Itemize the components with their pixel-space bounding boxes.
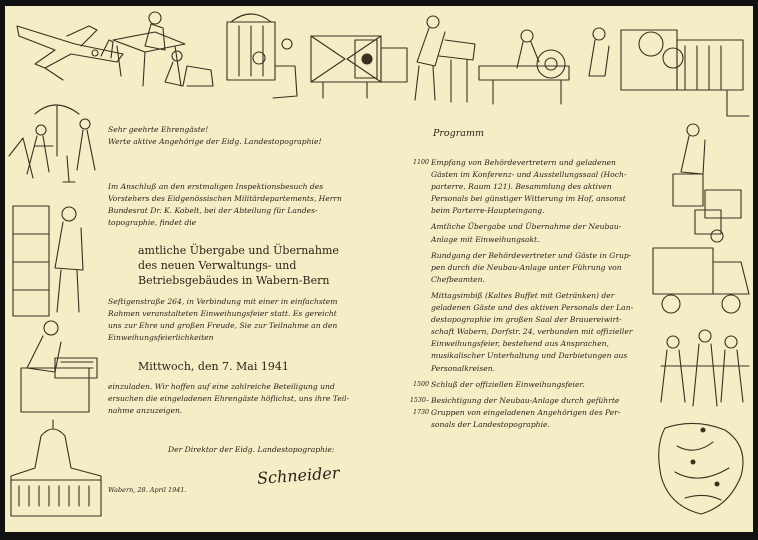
surveyor-table-illustration bbox=[113, 12, 213, 86]
field-surveyors-illustration bbox=[9, 105, 95, 182]
large-press-illustration bbox=[621, 30, 749, 116]
text-line: uns zur Ehre und großen Freude, Sie zur Teilnahme an den bbox=[108, 321, 338, 331]
text-line: sonals der Landestopographie. bbox=[431, 419, 550, 429]
greeting-line-2: Werte aktive Angehörige der Eidg. Landestopographie! bbox=[108, 137, 322, 147]
program-list bbox=[409, 157, 661, 435]
program-heading: Programm bbox=[433, 128, 484, 139]
program-time: 1500 bbox=[412, 380, 429, 388]
map-illustration bbox=[659, 423, 743, 514]
text-line: Seftigenstraße 264, in Verbindung mit einer in einfachstem bbox=[108, 297, 338, 306]
text-line: Chefbeamten. bbox=[431, 274, 485, 284]
program-item bbox=[409, 395, 661, 431]
text-line: Mittagsimbiß (Kaltes Buffet mit Getränken) der bbox=[431, 290, 615, 300]
text-line: Im Anschluß an den erstmaligen Inspektionsbesuch des bbox=[108, 182, 324, 191]
title-line: amtliche Übergabe und Übernahme bbox=[138, 244, 339, 257]
filing-clerk-illustration bbox=[13, 206, 83, 316]
program-item bbox=[412, 379, 661, 391]
machine-illustration bbox=[227, 14, 297, 98]
text-line: musikalischer Unterhaltung und Darbietungen aus bbox=[431, 351, 628, 361]
director-closing: Der Direktor der Eidg. Landestopographie: bbox=[168, 445, 335, 454]
invitation-paragraph-2 bbox=[108, 296, 358, 344]
text-line: Einweihungsfeierlichkeiten bbox=[108, 333, 214, 343]
text-line: Besichtigung der Neubau-Anlage durch geführte bbox=[431, 395, 620, 405]
text-line: Bundesrat Dr. K. Kobelt, bei der Abteilung für Landes- bbox=[108, 206, 318, 216]
program-item bbox=[412, 157, 661, 217]
text-line: Rundgang der Behördevertreter und Gäste in Grup- bbox=[431, 250, 632, 260]
airplane-illustration bbox=[17, 26, 123, 80]
text-line: beim Parterre-Haupteingang. bbox=[431, 206, 545, 216]
text-line: pen durch die Neubau-Anlage unter Führung von bbox=[431, 262, 622, 272]
invitation-paragraph-1 bbox=[108, 181, 356, 229]
text-line: Vorstehers des Eidgenössischen Militärdepartements, Herrn bbox=[108, 194, 342, 204]
text-line: Amtliche Übergabe und Übernahme der Neubau- bbox=[431, 222, 622, 232]
text-line: Empfang von Behördevertretern und geladenen bbox=[431, 158, 616, 167]
text-line: Gästen im Konferenz- und Ausstellungssaal (Hoch- bbox=[431, 170, 627, 180]
draftsman-illustration bbox=[415, 16, 475, 102]
text-line: topographie, findet die bbox=[108, 218, 197, 228]
text-line: parterre, Raum 121). Besammlung des aktiven bbox=[431, 182, 612, 192]
program-time: 1100 bbox=[412, 159, 429, 166]
text-line: schaft Wabern, Dorfstr. 24, verbunden mit offizieller bbox=[431, 327, 633, 337]
title-line: des neuen Verwaltungs- und bbox=[138, 259, 297, 272]
text-line: nahme anzuzeigen. bbox=[108, 406, 183, 416]
text-line: destopographie im großen Saal der Brauereiwirt- bbox=[431, 315, 622, 325]
worker-boxes-illustration bbox=[673, 124, 741, 234]
place-date: Wabern, 28. April 1941. bbox=[108, 486, 187, 494]
printing-press-illustration bbox=[479, 28, 609, 104]
program-item bbox=[431, 290, 661, 375]
soldiers-illustration bbox=[661, 330, 749, 406]
invitation-page bbox=[5, 6, 753, 532]
camera-illustration bbox=[311, 36, 407, 98]
text-line: Schluß der offiziellen Einweihungsfeier. bbox=[431, 379, 585, 389]
text-line: Einweihungsfeier, bestehend aus Ansprachen, bbox=[431, 339, 609, 349]
title-line: Betriebsgebäudes in Wabern-Bern bbox=[138, 274, 330, 287]
text-line: Personalkreisen. bbox=[431, 363, 496, 373]
program-item bbox=[431, 250, 661, 286]
invitation-paragraph-3 bbox=[108, 381, 358, 417]
text-line: Gruppen von eingeladenen Angehörigen des Per- bbox=[431, 407, 621, 417]
text-line: einzuladen. Wir hoffen auf eine zahlreiche Beteiligung und bbox=[108, 382, 335, 391]
parliament-building-illustration bbox=[11, 420, 101, 516]
event-title bbox=[138, 243, 358, 288]
desk-clerk-illustration bbox=[21, 321, 97, 412]
text-line: Anlage mit Einweihungsakt. bbox=[431, 234, 540, 244]
text-line: geladenen Gäste und des aktiven Personals der Lan- bbox=[431, 303, 634, 313]
greeting bbox=[108, 124, 358, 148]
event-date: Mittwoch, den 7. Mai 1941 bbox=[138, 360, 289, 373]
text-line: Personals bei günstiger Witterung im Hof, ansonst bbox=[431, 194, 626, 204]
truck-illustration bbox=[653, 230, 749, 313]
program-time: 1530–1730 bbox=[409, 396, 429, 416]
text-line: ersuchen die eingeladenen Ehrengäste höflichst, uns ihre Teil- bbox=[108, 394, 350, 404]
program-item bbox=[431, 221, 661, 245]
text-line: Rahmen veranstalteten Einweihungsfeier statt. Es gereicht bbox=[108, 309, 337, 319]
greeting-line-1: Sehr geehrte Ehrengäste! bbox=[108, 125, 209, 134]
director-signature: Schneider bbox=[256, 463, 341, 488]
